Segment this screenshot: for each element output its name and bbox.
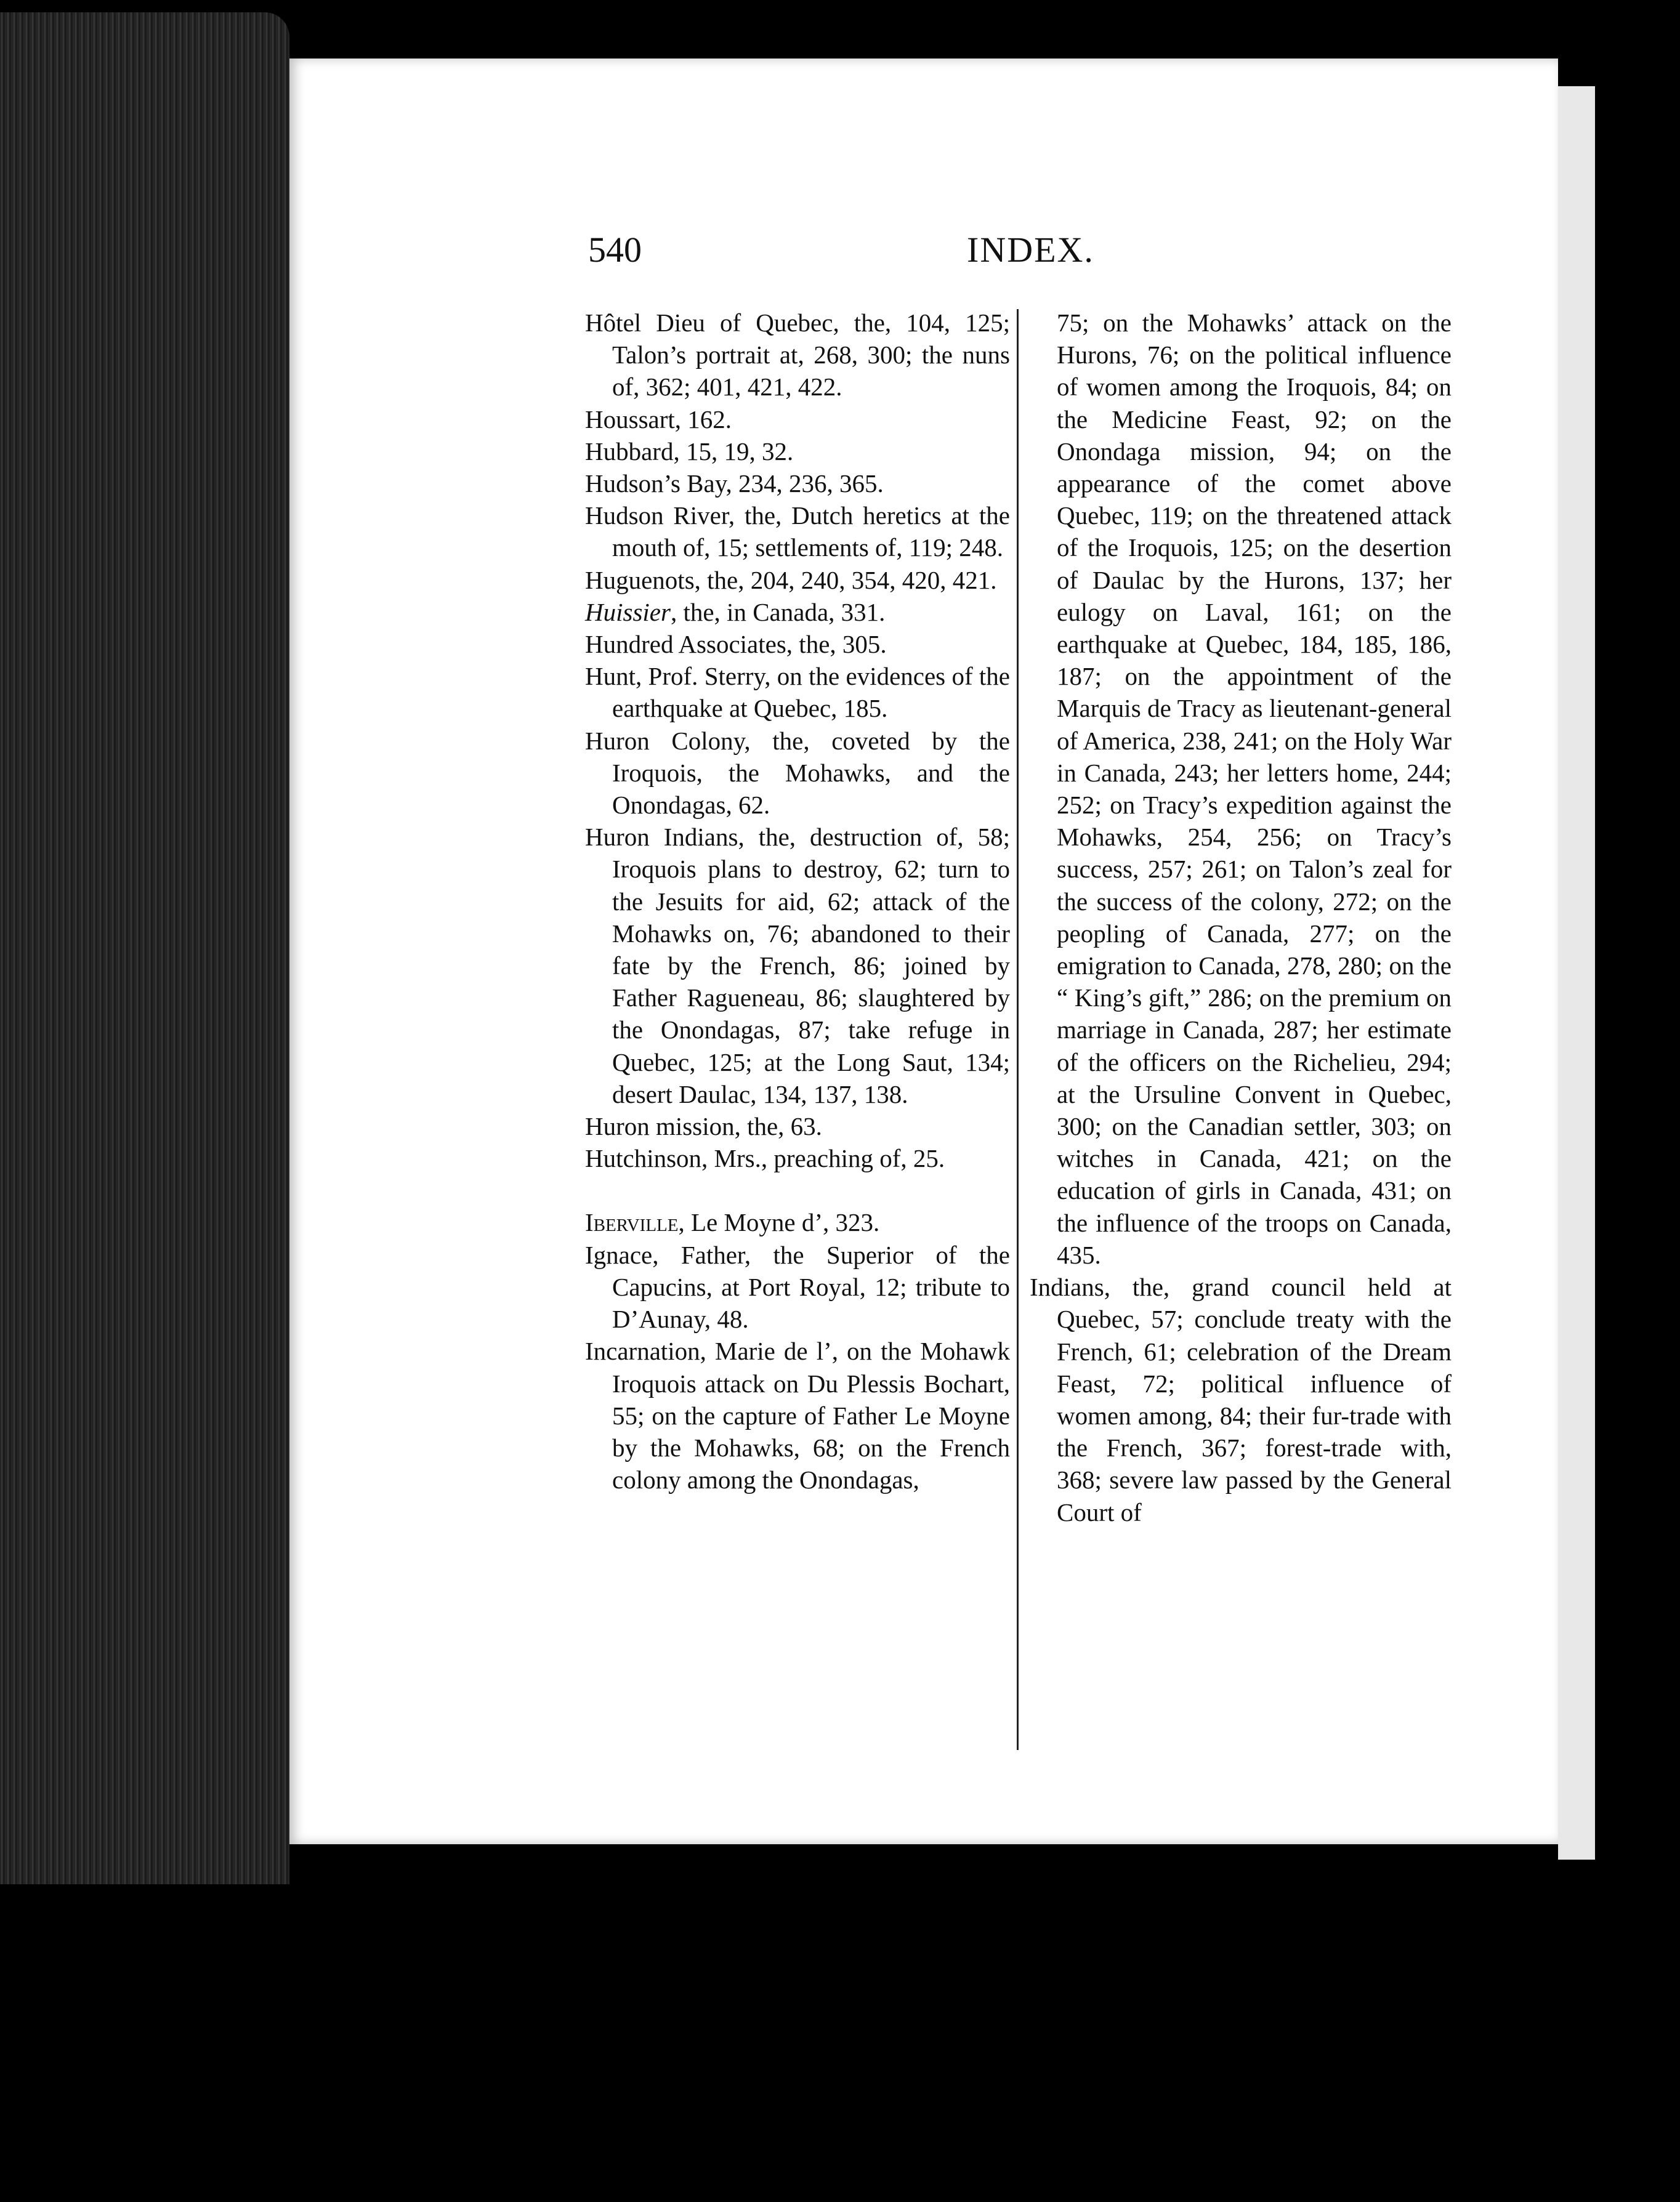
page-header xyxy=(588,229,1444,284)
entry-lead-italic: Huissier xyxy=(585,597,671,626)
index-entry: Ignace, Father, the Superior of the Capucins, at Port Royal, 12; tribute to D’Aunay, 48. xyxy=(585,1240,1010,1334)
index-entry: Huron mission, the, 63. xyxy=(585,1112,822,1141)
index-entry: Houssart, 162. xyxy=(585,405,732,434)
index-entry: Hôtel Dieu of Quebec, the, 104, 125; Talon’s portrait at, 268, 300; the nuns of, 362; 401, 421, 422. xyxy=(585,309,1010,401)
index-entry: Hudson’s Bay, 234, 236, 365. xyxy=(585,469,884,498)
index-entry xyxy=(585,1206,1010,1238)
entry-lead-smallcaps: Iberville xyxy=(585,1208,679,1237)
index-entry: Indians, the, grand council held at Quebec, 57; conclude treaty with the French, 61; celebration of the Dream Feast, 72; political influence of women among, 84; their fur-trade with the French, 367; forest-trade with, 368; severe law passed by the General Court of xyxy=(1030,1273,1452,1526)
entry-text: , the, in Canada, 331. xyxy=(670,597,886,626)
index-entry: Hubbard, 15, 19, 32. xyxy=(585,437,794,466)
index-entry: Hudson River, the, Dutch heretics at the mouth of, 15; settlements of, 119; 248. xyxy=(585,501,1010,562)
letter-section-gap xyxy=(585,1174,1010,1206)
index-entry: Huron Colony, the, coveted by the Iroquois, the Mohawks, and the Onondagas, 62. xyxy=(585,726,1010,820)
index-entry: Hundred Associates, the, 305. xyxy=(585,630,887,659)
next-page-edge xyxy=(1558,86,1595,1860)
page-number: 540 xyxy=(588,230,642,270)
column-divider xyxy=(1017,309,1019,1750)
index-entry xyxy=(585,596,1010,628)
index-entry: Hunt, Prof. Sterry, on the evidences of the earthquake at Quebec, 185. xyxy=(585,662,1010,723)
index-column-right xyxy=(1030,307,1452,1528)
running-head: INDEX. xyxy=(967,230,1094,270)
entry-text: , Le Moyne d’, 323. xyxy=(678,1208,880,1237)
scan-background xyxy=(1595,0,1680,2202)
index-entry: Hutchinson, Mrs., preaching of, 25. xyxy=(585,1144,945,1173)
index-entry: Huron Indians, the, destruction of, 58; Iroquois plans to destroy, 62; turn to the Jesuits for aid, 62; attack of the Mohawks on, 76; abandoned to their fate by the French, 86; joined by Father Ragueneau, 86; slaughtered by the Onondagas, 87; take refuge in Quebec, 125; at the Long Saut, 134; desert Daulac, 134, 137, 138. xyxy=(585,823,1010,1108)
index-column-left xyxy=(585,307,1010,1496)
book-edge xyxy=(0,12,289,1884)
index-entry: Huguenots, the, 204, 240, 354, 420, 421. xyxy=(585,565,997,594)
index-entry-continued: 75; on the Mohawks’ attack on the Hurons, 76; on the political influence of women among the Iroquois, 84; on the Medicine Feast, 92; on the Onondaga mission, 94; on the appearance of the comet above Quebec, 119; on the threatened attack of the Iroquois, 125; on the desertion of Daulac by the Hurons, 137; her eulogy on Laval, 161; on the earthquake at Quebec, 184, 185, 186, 187; on the appointment of the Marquis de Tracy as lieutenant-general of America, 238, 241; on the Holy War in Canada, 243; her letters home, 244; 252; on Tracy’s expedition against the Mohawks, 254, 256; on Tracy’s success, 257; 261; on Talon’s zeal for the success of the colony, 272; on the peopling of Canada, 277; on the emigration to Canada, 278, 280; on the “ King’s gift,” 286; on the premium on marriage in Canada, 287; her estimate of the officers on the Richelieu, 294; at the Ursuline Convent in Quebec, 300; on the Canadian settler, 303; on witches in Canada, 421; on the education of girls in Canada, 431; on the influence of the troops on Canada, 435. xyxy=(1057,309,1452,1269)
index-entry: Incarnation, Marie de l’, on the Mohawk Iroquois attack on Du Plessis Bochart, 55; on the capture of Father Le Moyne by the Mohawks, 68; on the French colony among the Onondagas, xyxy=(585,1337,1010,1494)
